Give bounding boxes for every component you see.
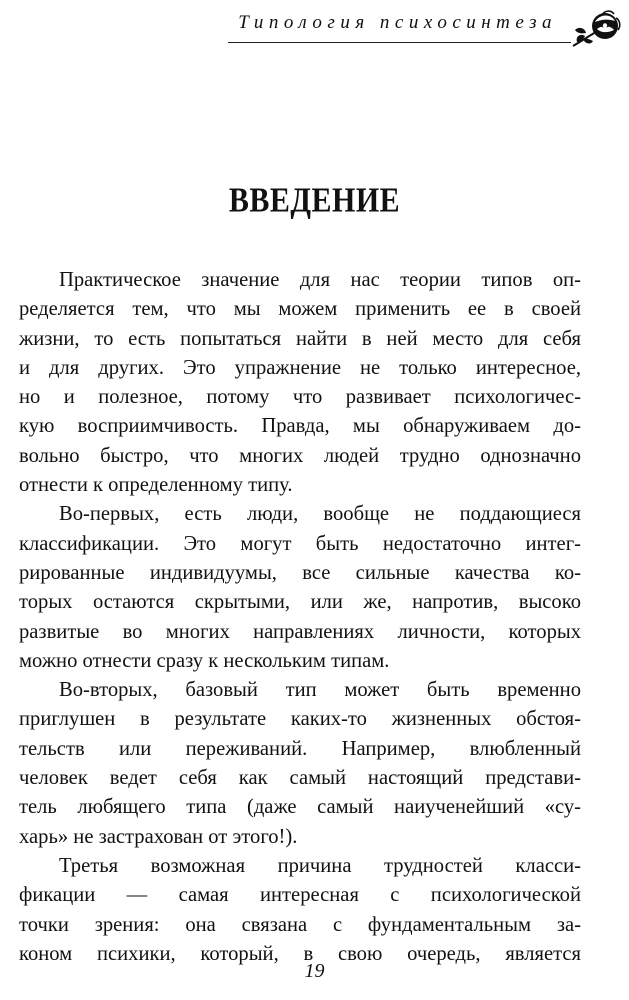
text-line: коном психики, который, в свою очередь, является — [19, 942, 581, 965]
text-line: развитые во многих направлениях личности, которых — [19, 620, 581, 643]
text-line: и для других. Это упражнение не только интересное, — [19, 356, 581, 379]
paragraph — [19, 852, 581, 969]
text-line: человек ведет себя как самый настоящий представи- — [19, 767, 581, 790]
text-line: Практическое значение для нас теории типов оп- — [59, 269, 581, 291]
running-head-title: Типология психосинтеза — [238, 12, 557, 33]
text-line: классификации. Это могут быть недостаточно интег- — [19, 532, 581, 555]
text-line: Третья возможная причина трудностей класси- — [59, 854, 581, 877]
paragraph — [19, 266, 581, 500]
body-text — [19, 266, 581, 969]
text-line: Во-вторых, базовый тип может быть временно — [59, 679, 581, 702]
page-number: 19 — [304, 960, 325, 982]
paragraph — [19, 500, 581, 676]
text-line: торых остаются скрытыми, или же, напротив, высоко — [19, 591, 581, 614]
text-line: приглушен в результате каких-то жизненных обстоя- — [19, 708, 581, 731]
text-line: тельств или переживаний. Например, влюбленный — [19, 737, 581, 760]
text-line: фикации — самая интересная с психологической — [19, 884, 581, 907]
text-line: можно отнести сразу к нескольким типам. — [19, 649, 390, 672]
running-head — [0, 0, 629, 60]
header-rule — [228, 42, 571, 43]
rose-icon — [569, 6, 623, 50]
chapter-title: ВВЕДЕНИЕ — [228, 181, 401, 220]
text-line: точки зрения: она связана с фундаментальным за- — [19, 913, 581, 936]
text-line: рированные индивидуумы, все сильные качества ко- — [19, 561, 581, 584]
text-line: ределяется тем, что мы можем применить ее в своей — [19, 298, 581, 321]
text-line: кую восприимчивость. Правда, мы обнаруживаем до- — [19, 415, 581, 438]
text-line: харь» не застрахован от этого!). — [19, 825, 298, 848]
text-line: отнести к определенному типу. — [19, 474, 293, 497]
paragraph — [19, 676, 581, 852]
text-line: вольно быстро, что многих людей трудно однозначно — [19, 444, 581, 467]
text-line: жизни, то есть попытаться найти в ней место для себя — [19, 327, 581, 350]
text-line: но и полезное, потому что развивает психологичес- — [19, 386, 581, 409]
text-line: Во-первых, есть люди, вообще не поддающиеся — [59, 503, 581, 526]
text-line: тель любящего типа (даже самый наиученейший «су- — [19, 796, 581, 819]
